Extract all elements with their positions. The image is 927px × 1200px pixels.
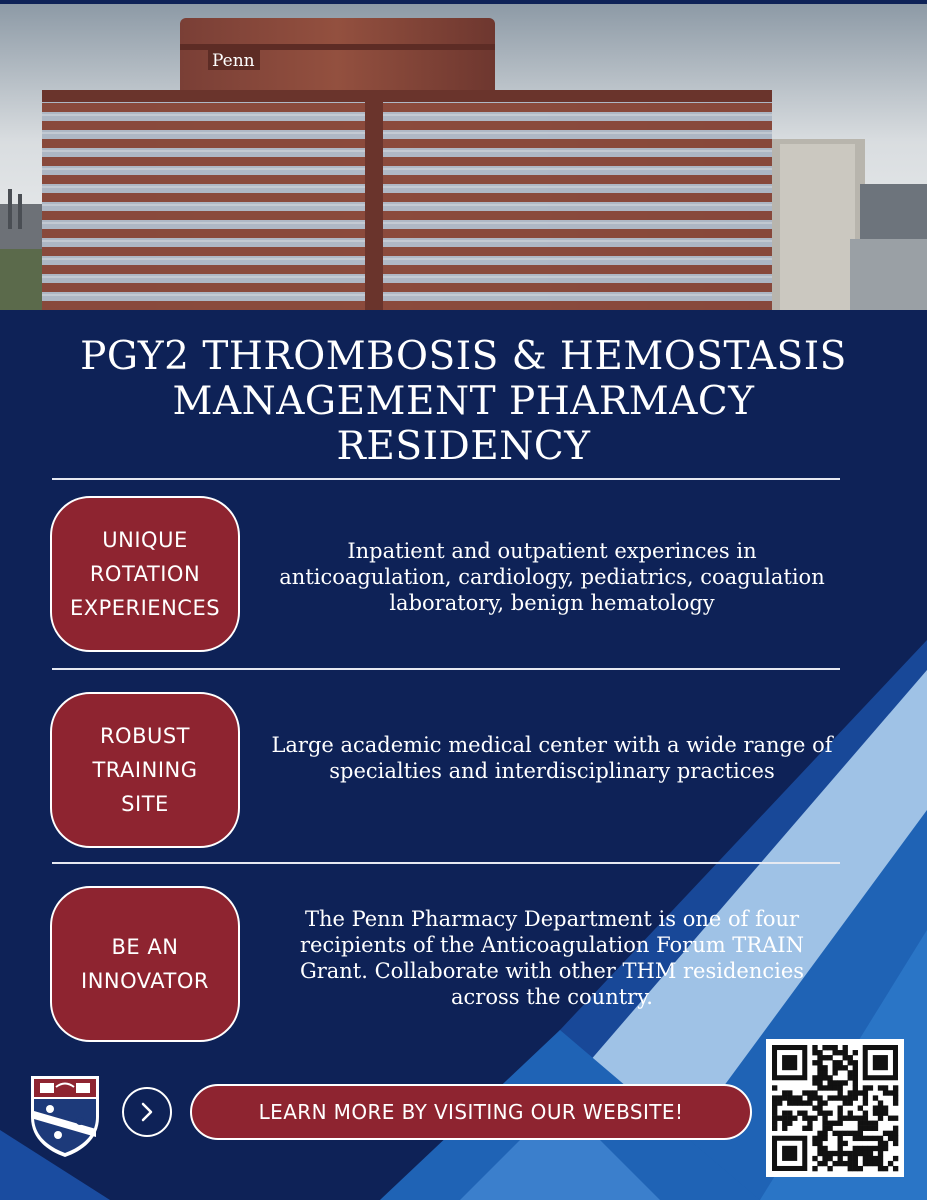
feature-badge-be-an-innovator (50, 886, 240, 1042)
badge-line: ROTATION (89, 562, 201, 586)
feature-description: Large academic medical center with a wide range of specialties and interdisciplinary practices (271, 733, 833, 783)
feature-badge-robust-training (50, 692, 240, 848)
feature-badge-unique-rotation (50, 496, 240, 652)
badge-line: INNOVATOR (81, 969, 209, 993)
chevron-right-icon (138, 1101, 156, 1123)
feature-description: The Penn Pharmacy Department is one of four recipients of the Anticoagulation Forum TRAIN Grant. Collaborate with other THM residencies across the country. (299, 907, 805, 1009)
badge-line: BE AN (111, 935, 179, 959)
badge-line: EXPERIENCES (69, 596, 221, 620)
penn-shield-icon (28, 1073, 102, 1159)
hospital-building-image (0, 4, 927, 310)
badge-line: UNIQUE (102, 528, 188, 552)
badge-line: TRAINING (92, 758, 198, 782)
building-sign: Penn (212, 51, 255, 71)
page-title (40, 334, 887, 469)
divider (52, 862, 840, 864)
badge-line: SITE (121, 792, 169, 816)
hero-photo (0, 0, 927, 310)
title-line: MANAGEMENT PHARMACY (172, 379, 755, 424)
divider (52, 668, 840, 670)
learn-more-button[interactable]: LEARN MORE BY VISITING OUR WEBSITE! (190, 1084, 752, 1140)
divider (52, 478, 840, 480)
arrow-button[interactable] (122, 1087, 172, 1137)
qr-code-icon[interactable] (766, 1039, 904, 1177)
feature-description: Inpatient and outpatient experinces in anticoagulation, cardiology, pediatrics, coagulation laboratory, benign hematology (279, 539, 825, 615)
title-line: RESIDENCY (336, 424, 591, 469)
title-line: PGY2 THROMBOSIS & HEMOSTASIS (80, 334, 847, 379)
badge-line: ROBUST (99, 724, 191, 748)
